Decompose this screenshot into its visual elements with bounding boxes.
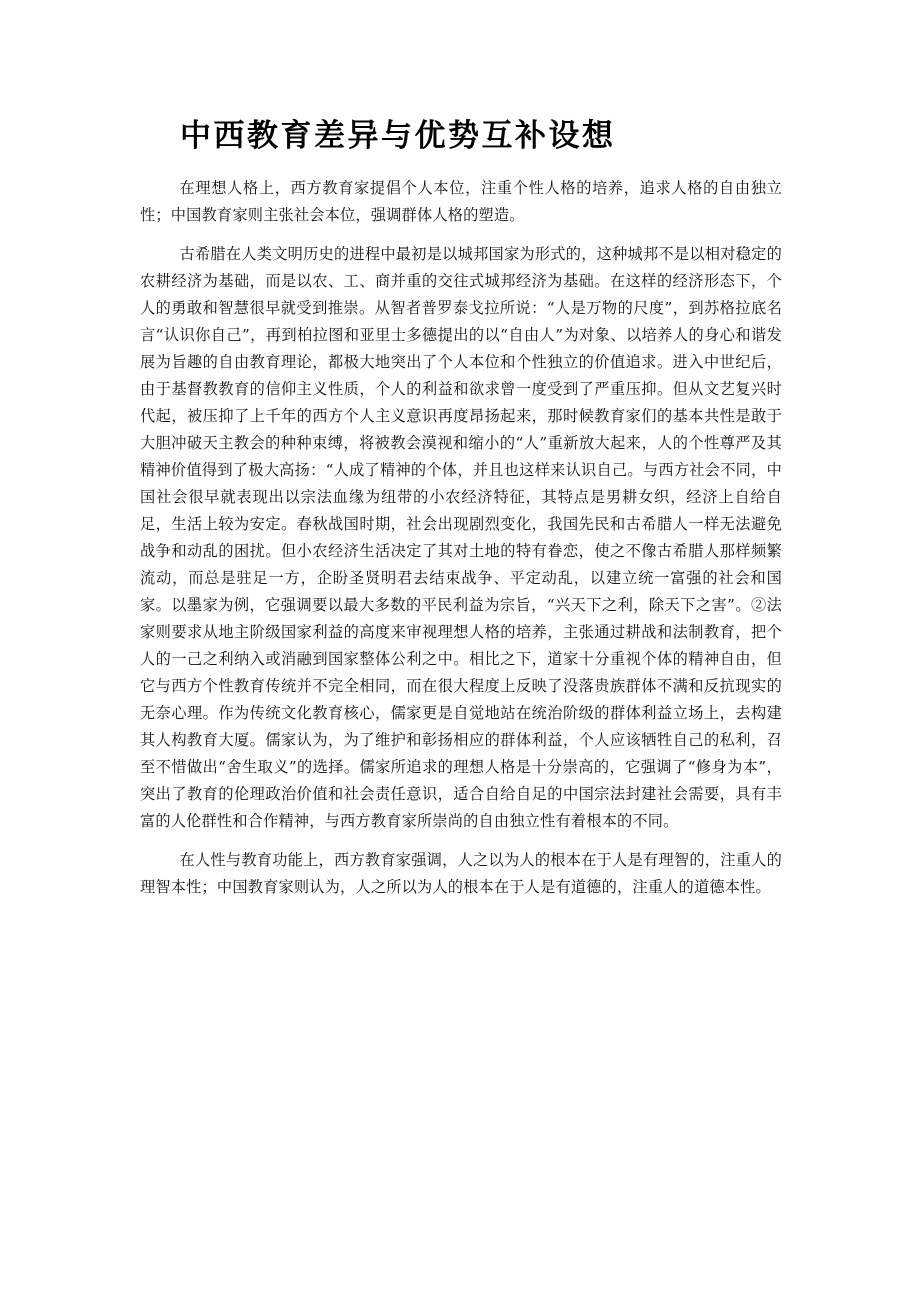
- paragraph-human-nature: 在人性与教育功能上，西方教育家强调，人之以为人的根本在于人是有理智的，注重人的理智本性；中国教育家则认为，人之所以为人的根本在于人是有道德的，注重人的道德本性。: [140, 851, 782, 896]
- document-title: 中西教育差异与优势互补设想: [180, 118, 616, 154]
- paragraph-history-comparison: 古希腊在人类文明历史的进程中最初是以城邦国家为形式的，这种城邦不是以相对稳定的农耕经济为基础，而是以农、工、商并重的交往式城邦经济为基础。在这样的经济形态下，个人的勇敢和智慧很早就受到推崇。从智者普罗泰戈拉所说：“人是万物的尺度”，到苏格拉底名言“认识你自己”，再到柏拉图和亚里士多德提出的以“自由人”为对象、以培养人的身心和谐发展为旨趣的自由教育理论，都极大地突出了个人本位和个性独立的价值追求。进入中世纪后，由于基督教教育的信仰主义性质，个人的利益和欲求曾一度受到了严重压抑。但从文艺复兴时代起，被压抑了上千年的西方个人主义意识再度昂扬起来，那时候教育家们的基本共性是敢于大胆冲破天主教会的种种束缚，将被教会漠视和缩小的“人”重新放大起来，人的个性尊严及其精神价值得到了极大高扬：“人成了精神的个体，并且也这样来认识自己。与西方社会不同，中国社会很早就表现出以宗法血缘为纽带的小农经济特征，其特点是男耕女织，经济上自给自足，生活上较为安定。春秋战国时期，社会出现剧烈变化，我国先民和古希腊人一样无法避免战争和动乱的困扰。但小农经济生活决定了其对土地的特有眷恋，使之不像古希腊人那样频繁流动，而总是驻足一方，企盼圣贤明君去结束战争、平定动乱，以建立统一富强的社会和国家。以墨家为例，它强调要以最大多数的平民利益为宗旨，“兴天下之利，除天下之害”。②法家则要求从地主阶级国家利益的高度来审视理想人格的培养，主张通过耕战和法制教育，把个人的一己之利纳入或消融到国家整体公利之中。相比之下，道家十分重视个体的精神自由，但它与西方个性教育传统并不完全相同，而在很大程度上反映了没落贵族群体不满和反抗现实的无奈心理。作为传统文化教育核心，儒家更是自觉地站在统治阶级的群体利益立场上，去构建其人构教育大厦。儒家认为，为了维护和彰扬相应的群体利益，个人应该牺牲自己的私利，召至不惜做出“舍生取义”的选择。儒家所追求的理想人格是十分崇高的，它强调了“修身为本”，突出了教育的伦理政治价值和社会责任意识，适合自给自足的中国宗法封建社会需要，具有丰富的人伦群性和合作精神，与西方教育家所崇尚的自由独立性有着根本的不同。: [140, 245, 782, 830]
- paragraph-ideal-personality: 在理想人格上，西方教育家提倡个人本位，注重个性人格的培养，追求人格的自由独立性；中国教育家则主张社会本位，强调群体人格的塑造。: [140, 179, 782, 224]
- document-body: [140, 175, 782, 913]
